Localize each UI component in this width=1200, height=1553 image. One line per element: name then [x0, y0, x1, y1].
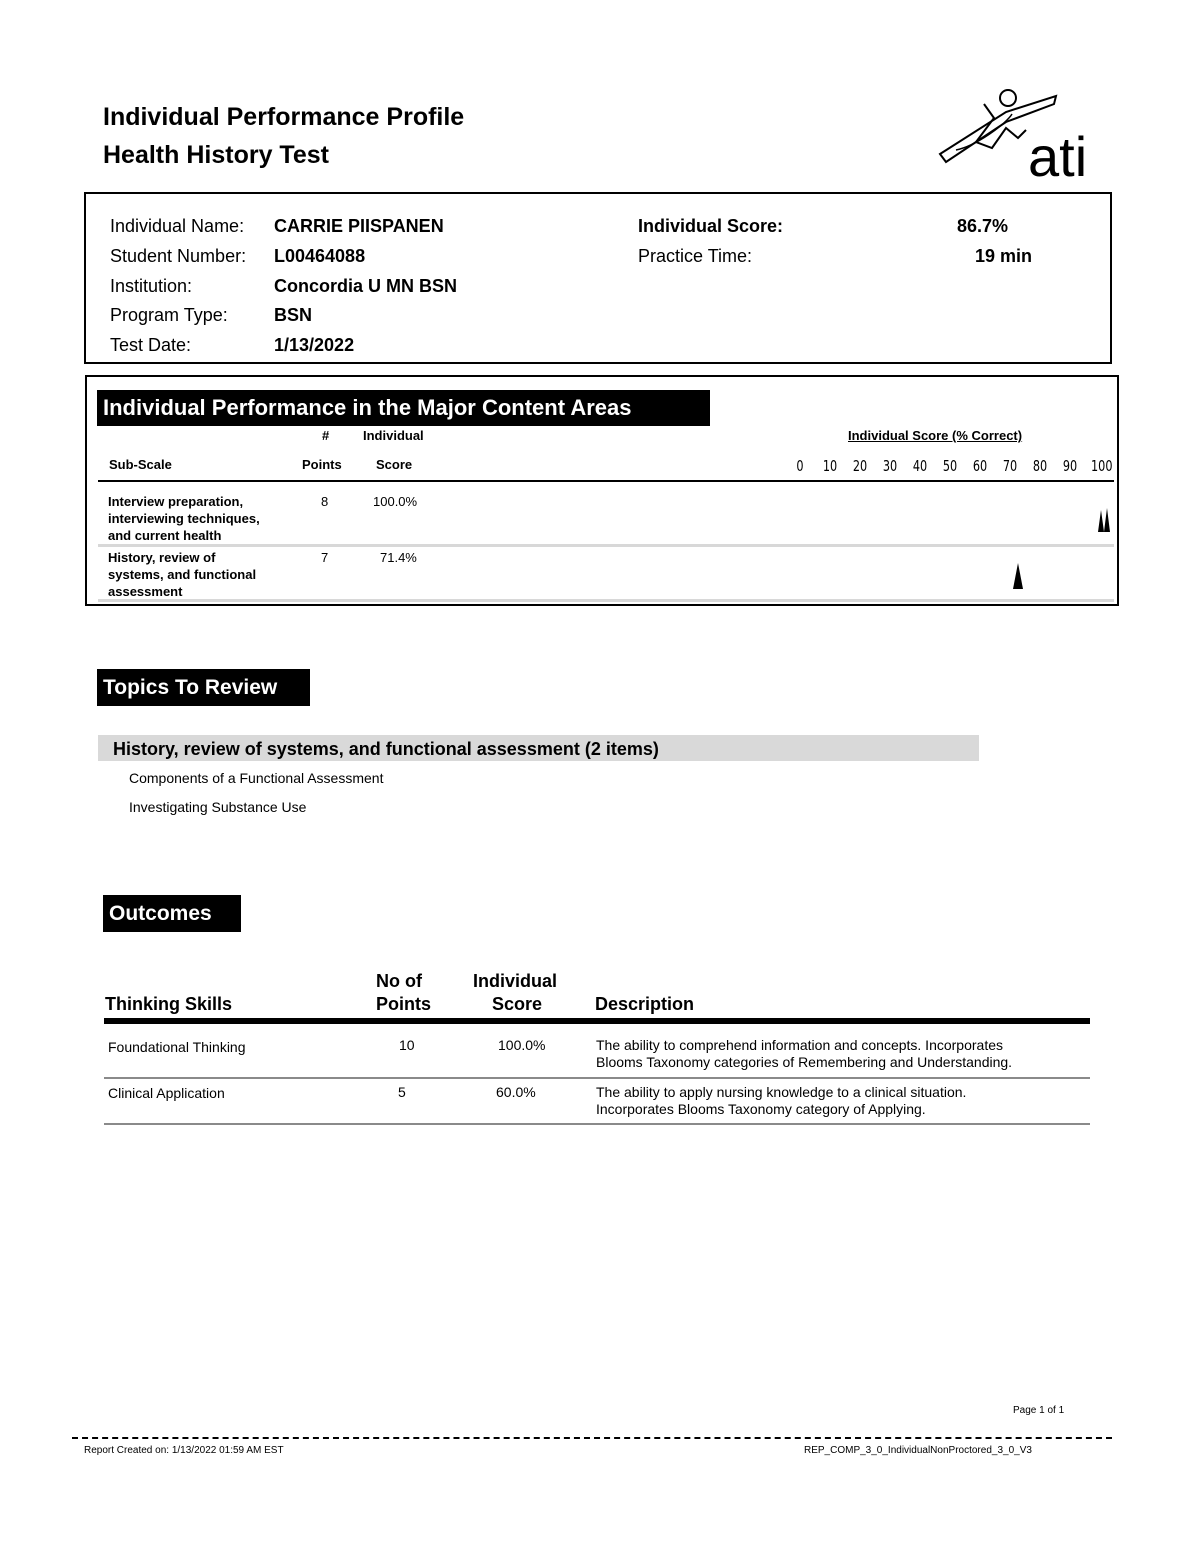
topics-heading: Topics To Review — [97, 669, 310, 706]
row-divider — [98, 599, 1114, 602]
footer-divider — [72, 1437, 1112, 1439]
practice-time-value: 19 min — [975, 246, 1033, 266]
score-scale-title: Individual Score (% Correct) — [848, 428, 1023, 443]
scale-tick-label: 50 — [942, 457, 958, 475]
student-number-value: L00464088 — [274, 246, 366, 266]
col-individual: Individual — [363, 428, 424, 443]
individual-score-value: 86.7% — [957, 216, 1009, 236]
topic-item: Components of a Functional Assessment — [129, 770, 384, 786]
row-divider — [98, 544, 1114, 547]
subscale-row-2-line: systems, and functional — [108, 567, 257, 582]
page-number: Page 1 of 1 — [1013, 1405, 1065, 1416]
col-subscale: Sub-Scale — [109, 457, 172, 472]
scale-tick-label: 10 — [822, 457, 838, 475]
outcome-skill: Clinical Application — [108, 1085, 225, 1101]
content-header-rule — [98, 480, 1114, 482]
score-marker-row-1 — [1096, 506, 1112, 532]
score-marker-row-2 — [1010, 561, 1026, 589]
institution-value: Concordia U MN BSN — [274, 276, 458, 296]
institution-label: Institution: — [110, 276, 193, 296]
outcomes-header-rule — [104, 1018, 1090, 1024]
ati-logo — [936, 84, 1106, 184]
name-label: Individual Name: — [110, 216, 245, 236]
name-value: CARRIE PIISPANEN — [274, 216, 444, 236]
subscale-row-1-line: interviewing techniques, — [108, 511, 260, 526]
scale-tick-label: 80 — [1032, 457, 1048, 475]
program-type-label: Program Type: — [110, 305, 228, 325]
topic-group-title: History, review of systems, and functional assessment (2 items) — [98, 735, 979, 761]
student-info-box — [84, 192, 1112, 364]
subscale-row-1 — [108, 493, 260, 544]
score-row-2: 71.4% — [380, 550, 417, 565]
outcome-description — [596, 1037, 1012, 1071]
col-score: Score — [376, 457, 413, 472]
subscale-row-1-line: Interview preparation, — [108, 494, 244, 509]
scale-tick-label: 40 — [912, 457, 928, 475]
content-areas-heading: Individual Performance in the Major Content Areas — [97, 390, 710, 426]
practice-time-label: Practice Time: — [638, 246, 753, 266]
outcome-points: 10 — [399, 1037, 415, 1053]
program-type-value: BSN — [274, 305, 313, 325]
outcome-score: 100.0% — [498, 1037, 546, 1053]
report-created: Report Created on: 1/13/2022 01:59 AM EST — [84, 1445, 284, 1456]
col-thinking-skills: Thinking Skills — [105, 994, 233, 1014]
col-points: Points — [376, 994, 432, 1014]
outcome-description-line: Blooms Taxonomy categories of Remembering and Understanding. — [596, 1054, 1013, 1070]
outcome-description-line: Incorporates Blooms Taxonomy category of Applying. — [596, 1101, 926, 1117]
points-row-1: 8 — [321, 494, 329, 509]
row-divider — [104, 1077, 1090, 1079]
outcome-description-line: The ability to comprehend information and concepts. Incorporates — [596, 1037, 1004, 1053]
subscale-row-2 — [108, 549, 256, 600]
col-score: Score — [492, 994, 543, 1014]
col-description: Description — [595, 994, 695, 1014]
individual-score-label: Individual Score: — [638, 216, 784, 236]
outcome-score: 60.0% — [496, 1084, 536, 1100]
col-points: Points — [302, 457, 342, 472]
col-individual: Individual — [473, 971, 558, 991]
scale-tick-label: 20 — [852, 457, 868, 475]
scale-tick-label: 70 — [1002, 457, 1018, 475]
scale-tick-label: 90 — [1062, 457, 1078, 475]
scale-tick-label: 30 — [882, 457, 898, 475]
outcome-description-line: The ability to apply nursing knowledge to a clinical situation. — [596, 1084, 967, 1100]
scale-tick-label: 0 — [796, 457, 804, 475]
outcome-description — [596, 1084, 966, 1118]
outcome-skill: Foundational Thinking — [108, 1039, 246, 1055]
subscale-row-1-line: and current health — [108, 528, 222, 543]
topic-item: Investigating Substance Use — [129, 799, 307, 815]
row-divider — [104, 1123, 1090, 1125]
report-title: Individual Performance Profile — [103, 103, 465, 131]
report-code: REP_COMP_3_0_IndividualNonProctored_3_0_V3 — [804, 1445, 1032, 1456]
student-number-label: Student Number: — [110, 246, 247, 266]
subscale-row-2-line: assessment — [108, 584, 183, 599]
scale-tick-label: 60 — [972, 457, 988, 475]
col-hash: # — [322, 428, 330, 443]
ati-logo-text: ati — [1028, 125, 1088, 184]
outcomes-heading: Outcomes — [103, 895, 241, 932]
col-no-of: No of — [376, 971, 422, 991]
outcome-points: 5 — [398, 1084, 406, 1100]
scale-tick-label: 100 — [1091, 457, 1113, 475]
points-row-2: 7 — [321, 550, 329, 565]
score-row-1: 100.0% — [373, 494, 418, 509]
test-title: Health History Test — [103, 141, 329, 169]
test-date-value: 1/13/2022 — [274, 335, 355, 355]
subscale-row-2-line: History, review of — [108, 550, 216, 565]
test-date-label: Test Date: — [110, 335, 192, 355]
